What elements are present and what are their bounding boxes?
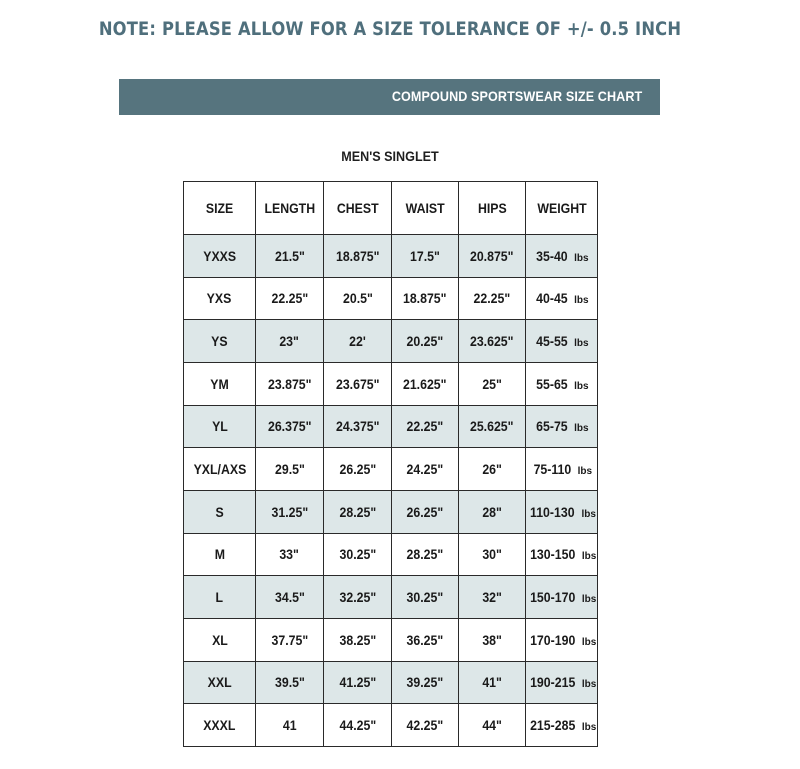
weight-unit: lbs: [581, 722, 597, 734]
cell-length: 23": [256, 320, 324, 363]
header-size: SIZE: [184, 182, 256, 235]
header-weight: WEIGHT: [526, 182, 598, 235]
cell-hips: 26": [459, 448, 526, 491]
table-body: [184, 235, 598, 747]
cell-waist: 21.625": [392, 362, 459, 405]
weight-unit: lbs: [574, 380, 589, 392]
weight-unit: lbs: [581, 551, 597, 563]
cell-chest: 22': [324, 320, 392, 363]
weight-unit: lbs: [574, 423, 589, 435]
cell-waist: 18.875": [392, 277, 459, 320]
cell-hips: 22.25": [459, 277, 526, 320]
cell-length: 37.75": [256, 618, 324, 661]
cell-weight: 130-150 lbs: [526, 533, 598, 576]
cell-hips: 28": [459, 490, 526, 533]
cell-weight: 170-190 lbs: [526, 618, 598, 661]
cell-waist: 17.5": [392, 235, 459, 278]
cell-size: S: [184, 490, 256, 533]
cell-length: 41: [256, 704, 324, 747]
cell-size: L: [184, 576, 256, 619]
cell-weight: 40-45 lbs: [526, 277, 598, 320]
tolerance-note: NOTE: PLEASE ALLOW FOR A SIZE TOLERANCE OF +/- 0.5 INCH: [98, 18, 682, 40]
table-row: [184, 490, 598, 533]
cell-chest: 41.25": [324, 661, 392, 704]
table-row: [184, 362, 598, 405]
cell-weight: 110-130 lbs: [526, 490, 598, 533]
weight-unit: lbs: [581, 508, 596, 520]
header-hips: HIPS: [459, 182, 526, 235]
cell-weight: 75-110 lbs: [526, 448, 598, 491]
cell-length: 34.5": [256, 576, 324, 619]
cell-waist: 20.25": [392, 320, 459, 363]
cell-size: YXL/AXS: [184, 448, 256, 491]
cell-chest: 32.25": [324, 576, 392, 619]
header-waist: WAIST: [392, 182, 459, 235]
table-row: [184, 277, 598, 320]
table-row: [184, 704, 598, 747]
cell-weight: 45-55 lbs: [526, 320, 598, 363]
table-row: [184, 235, 598, 278]
cell-size: YL: [184, 405, 256, 448]
cell-waist: 39.25": [392, 661, 459, 704]
cell-waist: 24.25": [392, 448, 459, 491]
cell-chest: 44.25": [324, 704, 392, 747]
cell-chest: 28.25": [324, 490, 392, 533]
cell-chest: 26.25": [324, 448, 392, 491]
cell-hips: 23.625": [459, 320, 526, 363]
cell-weight: 215-285 lbs: [526, 704, 598, 747]
cell-hips: 25": [459, 362, 526, 405]
cell-length: 26.375": [256, 405, 324, 448]
cell-weight: 55-65 lbs: [526, 362, 598, 405]
weight-unit: lbs: [574, 252, 589, 264]
weight-unit: lbs: [577, 466, 593, 478]
weight-unit: lbs: [574, 295, 589, 307]
size-chart-table: [183, 181, 598, 747]
table-header-row: [184, 182, 598, 235]
cell-hips: 32": [459, 576, 526, 619]
cell-length: 21.5": [256, 235, 324, 278]
banner-title: COMPOUND SPORTSWEAR SIZE CHART: [391, 88, 642, 104]
cell-chest: 24.375": [324, 405, 392, 448]
cell-hips: 30": [459, 533, 526, 576]
size-chart-banner: [119, 79, 660, 115]
cell-chest: 23.675": [324, 362, 392, 405]
cell-weight: 35-40 lbs: [526, 235, 598, 278]
cell-waist: 36.25": [392, 618, 459, 661]
table-row: [184, 448, 598, 491]
cell-size: YS: [184, 320, 256, 363]
weight-unit: lbs: [581, 594, 597, 606]
cell-hips: 44": [459, 704, 526, 747]
table-row: [184, 320, 598, 363]
cell-size: XL: [184, 618, 256, 661]
cell-length: 22.25": [256, 277, 324, 320]
cell-chest: 38.25": [324, 618, 392, 661]
weight-unit: lbs: [581, 636, 597, 648]
cell-length: 39.5": [256, 661, 324, 704]
cell-hips: 38": [459, 618, 526, 661]
weight-unit: lbs: [581, 679, 597, 691]
cell-weight: 190-215 lbs: [526, 661, 598, 704]
cell-hips: 20.875": [459, 235, 526, 278]
cell-chest: 30.25": [324, 533, 392, 576]
cell-weight: 65-75 lbs: [526, 405, 598, 448]
cell-weight: 150-170 lbs: [526, 576, 598, 619]
cell-size: M: [184, 533, 256, 576]
cell-waist: 26.25": [392, 490, 459, 533]
table-row: [184, 533, 598, 576]
cell-length: 23.875": [256, 362, 324, 405]
table-row: [184, 661, 598, 704]
table-row: [184, 405, 598, 448]
cell-waist: 30.25": [392, 576, 459, 619]
cell-chest: 20.5": [324, 277, 392, 320]
cell-hips: 25.625": [459, 405, 526, 448]
table-row: [184, 576, 598, 619]
cell-size: YXXS: [184, 235, 256, 278]
cell-hips: 41": [459, 661, 526, 704]
cell-size: YM: [184, 362, 256, 405]
cell-size: YXS: [184, 277, 256, 320]
weight-unit: lbs: [574, 338, 589, 350]
cell-size: XXXL: [184, 704, 256, 747]
cell-waist: 28.25": [392, 533, 459, 576]
table-title: MEN'S SINGLET: [341, 148, 439, 164]
cell-size: XXL: [184, 661, 256, 704]
cell-waist: 22.25": [392, 405, 459, 448]
cell-chest: 18.875": [324, 235, 392, 278]
header-chest: CHEST: [324, 182, 392, 235]
cell-length: 31.25": [256, 490, 324, 533]
table-row: [184, 618, 598, 661]
cell-length: 29.5": [256, 448, 324, 491]
cell-waist: 42.25": [392, 704, 459, 747]
cell-length: 33": [256, 533, 324, 576]
header-length: LENGTH: [256, 182, 324, 235]
